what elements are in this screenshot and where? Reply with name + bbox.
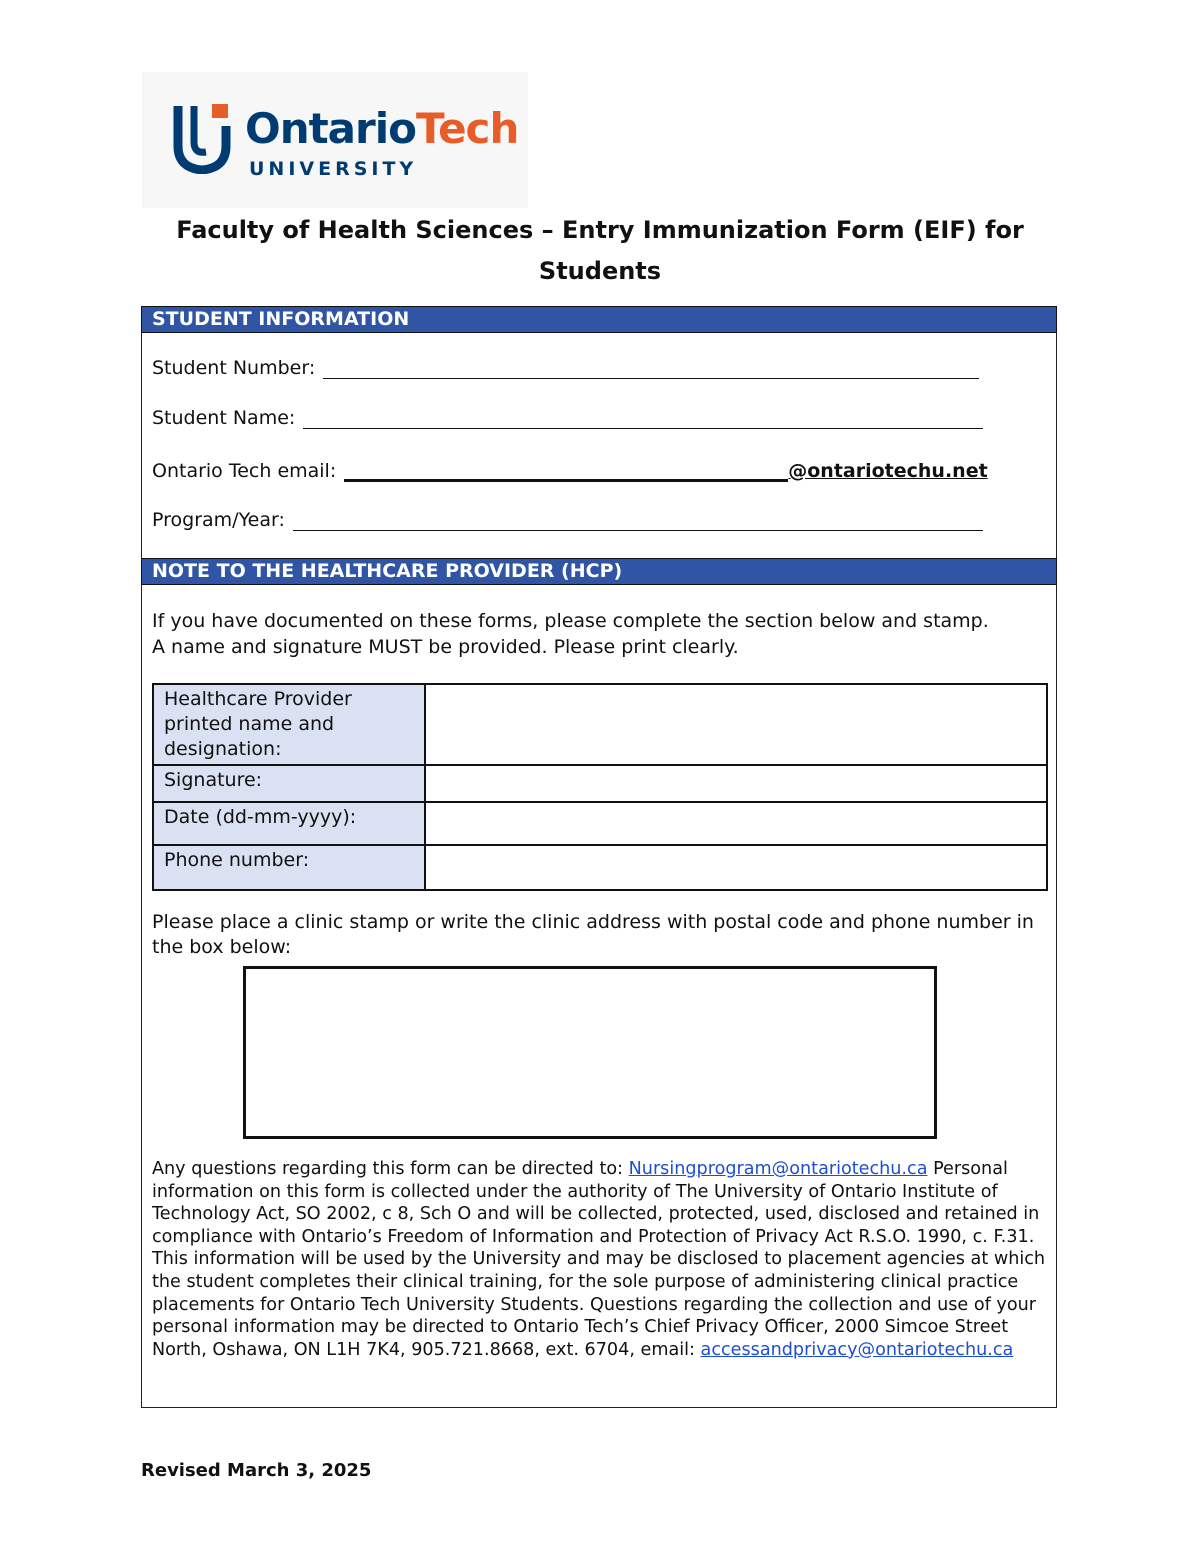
university-logo	[142, 72, 528, 208]
logo-ontario-text: Ontario	[245, 104, 416, 153]
clinic-stamp-box[interactable]	[243, 966, 937, 1139]
hcp-signature-field[interactable]	[425, 765, 1047, 802]
logo-university-text: UNIVERSITY	[249, 158, 418, 180]
privacy-intro: Any questions regarding this form can be directed to:	[152, 1159, 629, 1179]
hcp-date-label: Date (dd-mm-yyyy):	[153, 802, 425, 845]
logo-wordmark	[245, 104, 518, 153]
student-number-row	[152, 356, 979, 379]
student-name-field[interactable]	[303, 406, 983, 429]
privacy-notice	[152, 1158, 1052, 1361]
privacy-email-link[interactable]: accessandprivacy@ontariotechu.ca	[700, 1339, 1014, 1360]
hcp-note-line2: A name and signature MUST be provided. Please print clearly.	[152, 636, 739, 658]
email-field[interactable]	[344, 457, 788, 482]
email-row	[152, 457, 988, 482]
hcp-note-line1: If you have documented on these forms, please complete the section below and stamp.	[152, 610, 989, 632]
email-suffix: @ontariotechu.net	[788, 460, 988, 482]
student-name-row	[152, 406, 983, 429]
program-year-label: Program/Year:	[152, 509, 285, 531]
table-row	[153, 765, 1047, 802]
page-title: Faculty of Health Sciences – Entry Immunization Form (EIF) for Students	[176, 216, 1024, 285]
hcp-phone-label: Phone number:	[153, 845, 425, 890]
student-info-header: STUDENT INFORMATION	[141, 306, 1057, 333]
hcp-name-field[interactable]	[425, 684, 1047, 765]
revised-date: Revised March 3, 2025	[141, 1460, 372, 1481]
hcp-date-field[interactable]	[425, 802, 1047, 845]
hcp-note-text	[152, 608, 1052, 660]
table-row	[153, 802, 1047, 845]
privacy-body: Personal information on this form is collected under the authority of The University of Ontario Institute of Technology Act, SO 2002, c 8, Sch O and will be collected, protected, used, disclosed and retained in compliance with Ontario’s Freedom of Information and Protection of Privacy Act R.S.O. 1990, c. F.31. This information will be used by the University and may be disclosed to placement agencies at which the student completes their clinical training, for the sole purpose of administering clinical practice placements for Ontario Tech University Students. Questions regarding the collection and use of your personal information may be directed to Ontario Tech’s Chief Privacy Officer, 2000 Simcoe Street North, Oshawa, ON L1H 7K4, 905.721.8668, ext. 6704, email:	[152, 1159, 1046, 1360]
student-name-label: Student Name:	[152, 407, 296, 429]
hcp-note-header: NOTE TO THE HEALTHCARE PROVIDER (HCP)	[141, 558, 1057, 585]
email-label: Ontario Tech email:	[152, 460, 337, 482]
program-year-row	[152, 508, 983, 531]
hcp-phone-field[interactable]	[425, 845, 1047, 890]
program-year-field[interactable]	[293, 508, 983, 531]
nursing-email-link[interactable]: Nursingprogram@ontariotechu.ca	[628, 1159, 928, 1179]
hcp-info-table	[152, 683, 1048, 891]
table-row	[153, 684, 1047, 765]
hcp-signature-label: Signature:	[153, 765, 425, 802]
table-row	[153, 845, 1047, 890]
stamp-instruction: Please place a clinic stamp or write the clinic address with postal code and phone number in the box below:	[152, 911, 1034, 958]
hcp-name-label: Healthcare Provider printed name and designation:	[153, 684, 425, 765]
logo-tech-text: Tech	[416, 104, 519, 153]
student-number-field[interactable]	[323, 356, 979, 379]
student-number-label: Student Number:	[152, 357, 316, 379]
ontario-tech-shield-icon	[172, 102, 236, 174]
